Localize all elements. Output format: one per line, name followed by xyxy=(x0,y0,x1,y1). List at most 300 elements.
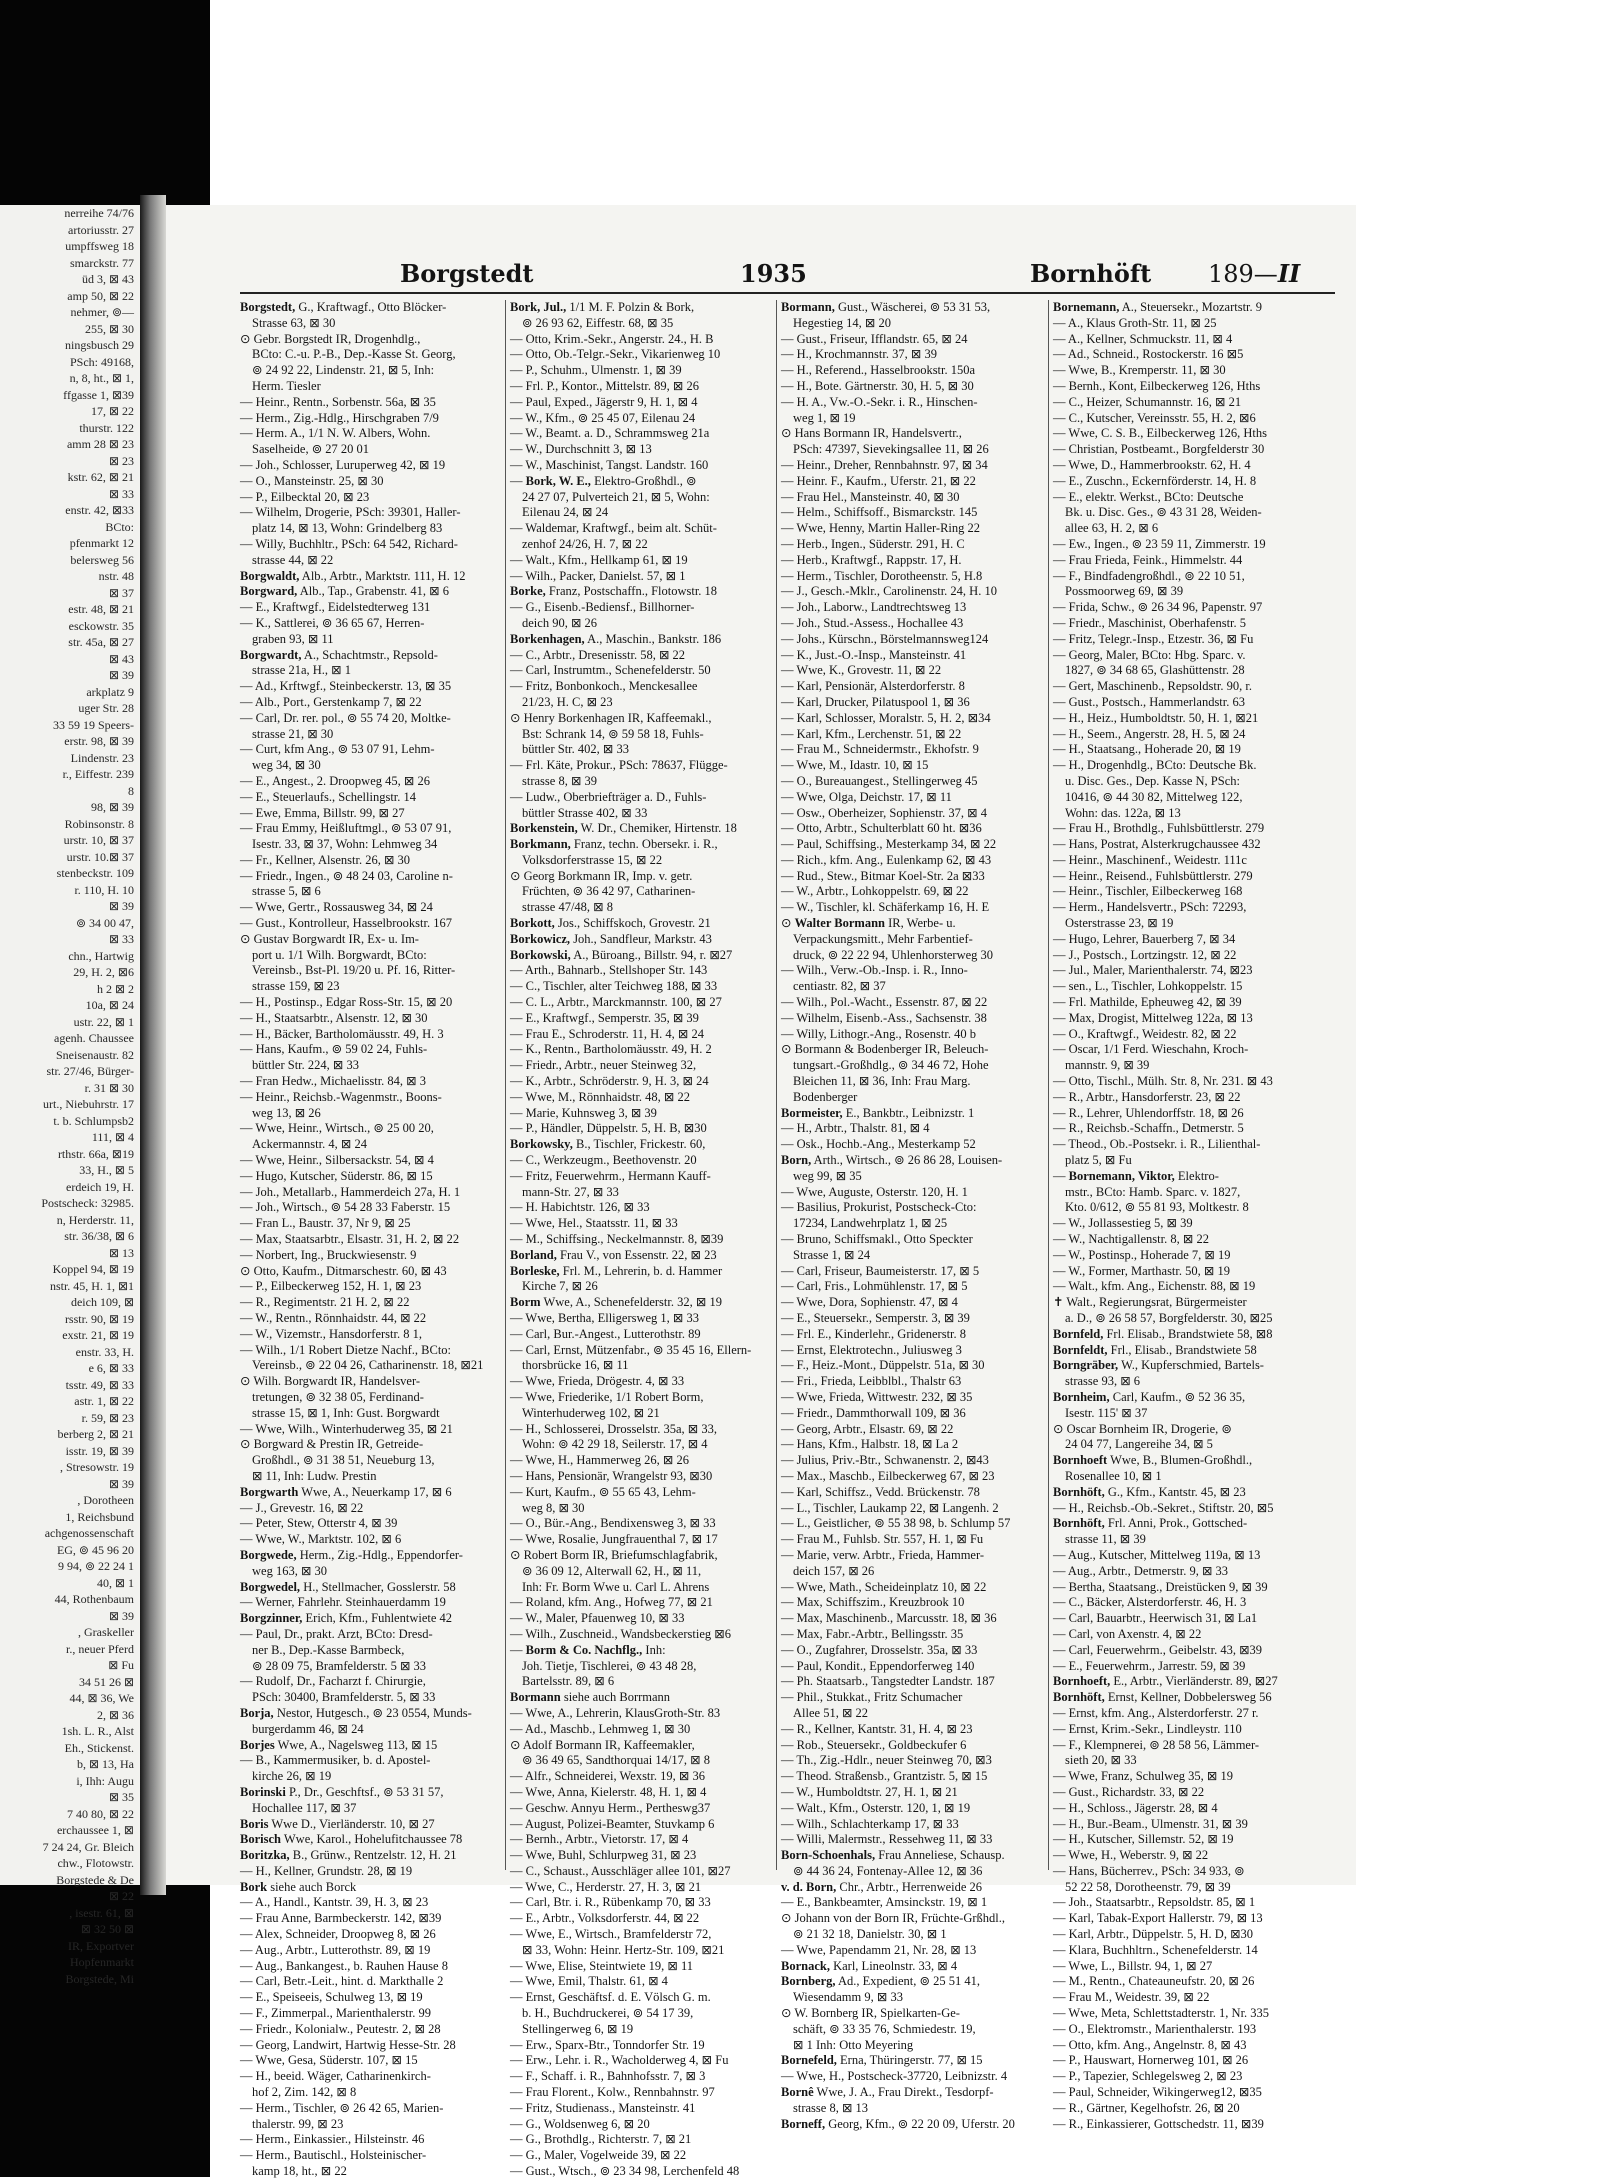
directory-entry: Borgwedel, H., Stellmacher, Gosslerstr. 58 xyxy=(240,1579,456,1594)
directory-entry: — Wwe, M., Idastr. 10, ⊠ 15 xyxy=(781,758,929,773)
previous-page-line: ⊚ 34 00 47, xyxy=(75,915,134,930)
directory-entry: — G., Woldsenweg 6, ⊠ 20 xyxy=(510,2116,650,2131)
directory-entry: Wohn: ⊚ 42 29 18, Seilerstr. 17, ⊠ 4 xyxy=(522,1437,708,1452)
previous-page-line: exstr. 21, ⊠ 19 xyxy=(62,1328,134,1342)
directory-entry: weg 13, ⊠ 26 xyxy=(252,1105,321,1120)
previous-page-line: uger Str. 28 xyxy=(78,701,134,715)
directory-entry: Bormann siehe auch Borrmann xyxy=(510,1690,671,1705)
previous-page-line: EG, ⊚ 45 96 20 xyxy=(56,1542,134,1557)
directory-entry: — K., Rentn., Bartholomäusstr. 49, H. 2 xyxy=(510,1042,712,1057)
directory-entry: — Wwe, Frieda, Drögestr. 4, ⊠ 33 xyxy=(510,1374,685,1389)
directory-entry: — R., Einkassierer, Gottschedstr. 11, ⊠39 xyxy=(1053,2116,1264,2131)
directory-entry: — O., Mansteinstr. 25, ⊠ 30 xyxy=(240,473,384,488)
directory-entry: — H., Schlosserei, Drosselstr. 35a, ⊠ 33, xyxy=(510,1421,717,1436)
previous-page-line: 40, ⊠ 1 xyxy=(96,1575,134,1590)
directory-entry: — Willi, Malermstr., Ressehweg 11, ⊠ 33 xyxy=(781,1832,993,1847)
directory-entry: Borjes Wwe, A., Nagelsweg 113, ⊠ 15 xyxy=(240,1737,438,1752)
previous-page-line: esckowstr. 35 xyxy=(68,618,134,633)
directory-entry: Früchten, ⊚ 36 42 97, Catharinen- xyxy=(522,884,696,899)
directory-entry: — Ewe, Emma, Billstr. 99, ⊠ 27 xyxy=(240,805,405,820)
directory-entry: büttler Strasse 402, ⊠ 33 xyxy=(522,805,648,820)
previous-page-line: 111, ⊠ 4 xyxy=(91,1130,134,1144)
directory-entry: Joh. Tietje, Tischlerei, ⊚ 43 48 28, xyxy=(522,1658,697,1673)
directory-entry: — M., Schiffsing., Neckelmannstr. 8, ⊠39 xyxy=(510,1232,724,1247)
directory-entry: strasse 93, ⊠ 6 xyxy=(1065,1374,1141,1389)
directory-entry: Großhdl., ⊚ 31 38 51, Neueburg 13, xyxy=(252,1453,435,1468)
directory-entry: — Roland, kfm. Ang., Hofweg 77, ⊠ 21 xyxy=(510,1595,713,1610)
directory-entry: — Wwe, Meta, Schlettstadterstr. 1, Nr. 335 xyxy=(1053,2006,1270,2021)
directory-entry: — Phil., Stukkat., Fritz Schumacher xyxy=(781,1690,963,1705)
directory-entry: — Wwe, H., Hammerweg 26, ⊠ 26 xyxy=(510,1453,689,1468)
directory-entry: — C., Bäcker, Alsterdorferstr. 46, H. 3 xyxy=(1053,1595,1247,1610)
directory-entry: — J., Postsch., Lortzingstr. 12, ⊠ 22 xyxy=(1053,947,1237,962)
page-header xyxy=(240,255,1340,295)
directory-entry: — Wwe, W., Marktstr. 102, ⊠ 6 xyxy=(240,1532,402,1547)
directory-entry: — F., Klempnerei, ⊚ 28 58 56, Lämmer- xyxy=(1053,1737,1260,1752)
previous-page-line: tsstr. 49, ⊠ 33 xyxy=(65,1377,134,1392)
directory-entry: — W., Vizemstr., Hansdorferstr. 8 1, xyxy=(240,1326,422,1341)
directory-entry: ⊙ Georg Borkmann IR, Imp. v. getr. xyxy=(510,868,693,883)
directory-entry: mann-Str. 27, ⊠ 33 xyxy=(522,1184,619,1199)
directory-entry: — H., Bur.-Beam., Ulmenstr. 31, ⊠ 39 xyxy=(1053,1816,1248,1831)
directory-entry: — Wwe, Hel., Staatsstr. 11, ⊠ 33 xyxy=(510,1216,678,1231)
previous-page-line: , Graskeller xyxy=(78,1625,134,1639)
directory-entry: — Bernh., Kont, Eilbeckerweg 126, Hths xyxy=(1053,378,1261,393)
directory-entry: — R., Lehrer, Uhlendorffstr. 18, ⊠ 26 xyxy=(1053,1105,1244,1120)
directory-entry: thorsbrücke 16, ⊠ 11 xyxy=(522,1358,629,1373)
directory-entry: — Frau H., Brothdlg., Fuhlsbüttlerstr. 279 xyxy=(1053,821,1265,836)
directory-entry: Born-Schoenhals, Frau Anneliese, Schausp. xyxy=(781,1848,1005,1863)
previous-page-line: 98, ⊠ 39 xyxy=(90,800,134,814)
directory-entry: 24 27 07, Pulverteich 21, ⊠ 5, Wohn: xyxy=(522,489,710,504)
directory-entry: — Bork, W. E., Elektro-Großhdl., ⊚ xyxy=(510,473,697,488)
directory-entry: — E., Zuschn., Eckernförderstr. 14, H. 8 xyxy=(1053,473,1257,488)
directory-entry: Born, Arth., Wirtsch., ⊚ 26 86 28, Louisen- xyxy=(781,1153,1003,1168)
directory-entry: — Wwe, H., Weberstr. 9, ⊠ 22 xyxy=(1053,1848,1209,1863)
directory-entry: ⊙ W. Bornberg IR, Spielkarten-Ge- xyxy=(781,2006,960,2021)
directory-entry: — E., elektr. Werkst., BCto: Deutsche xyxy=(1053,489,1244,504)
directory-entry: ⊚ 36 09 12, Alterwall 62, H., ⊠ 11, xyxy=(522,1563,702,1578)
previous-page-line: achgenossenschaft xyxy=(44,1526,134,1540)
directory-entry: Bornemann, A., Steuersekr., Mozartstr. 9 xyxy=(1053,300,1263,314)
directory-entry: — R., Regimentstr. 21 H. 2, ⊠ 22 xyxy=(240,1295,410,1310)
directory-entry: — Joh., Staatsarbtr., Repsoldstr. 85, ⊠ 1 xyxy=(1053,1895,1256,1910)
page-number: 189—II xyxy=(1208,259,1301,288)
directory-entry: — O., Elektromstr., Marienthalerstr. 193 xyxy=(1053,2021,1257,2036)
directory-entry: Eilenau 24, ⊠ 24 xyxy=(522,505,609,520)
directory-entry: — Gust., Postsch., Hammerlandstr. 63 xyxy=(1053,694,1246,709)
previous-page-line: e 6, ⊠ 33 xyxy=(88,1361,134,1375)
directory-entry: Herm. Tiesler xyxy=(252,378,321,393)
directory-entry: — Alex, Schneider, Droopweg 8, ⊠ 26 xyxy=(240,1927,436,1942)
directory-entry: Borland, Frau V., von Essenstr. 22, ⊠ 23 xyxy=(510,1247,717,1262)
directory-entry: Bornack, Karl, Lineolnstr. 33, ⊠ 4 xyxy=(781,1958,958,1973)
directory-entry: ⊙ Gustav Borgwardt IR, Ex- u. Im- xyxy=(240,931,419,946)
directory-entry: — Wwe, M., Rönnhaidstr. 48, ⊠ 22 xyxy=(510,1089,691,1104)
previous-page-line: ⊠ 37 xyxy=(108,585,134,600)
previous-page-line: 44, ⊠ 36, We xyxy=(69,1691,134,1705)
directory-entry: — Hugo, Kutscher, Süderstr. 86, ⊠ 15 xyxy=(240,1168,433,1183)
previous-page-line: 17, ⊠ 22 xyxy=(90,404,134,418)
directory-entry: b. H., Buchdruckerei, ⊚ 54 17 39, xyxy=(522,2006,694,2021)
directory-entry: Bartelsstr. 89, ⊠ 6 xyxy=(522,1674,615,1689)
directory-entry: Borkowski, A., Büroang., Billstr. 94, r. ⊠27 xyxy=(510,947,733,962)
directory-entry: — W., Nachtigallenstr. 8, ⊠ 22 xyxy=(1053,1232,1209,1247)
directory-entry: — H., Staatsarbtr., Alsenstr. 12, ⊠ 30 xyxy=(240,1010,428,1025)
directory-entry: — Frl. E., Kinderlehr., Gridenerstr. 8 xyxy=(781,1326,967,1341)
directory-entry: — Frau Anne, Barmbeckerstr. 142, ⊠39 xyxy=(240,1911,442,1926)
directory-entry: Borisch Wwe, Karol., Hohelufitchaussee 78 xyxy=(240,1832,463,1847)
directory-entry: — Basilius, Prokurist, Postscheck-Cto: xyxy=(781,1200,977,1215)
directory-entry: — Herb., Kraftwgf., Rappstr. 17, H. xyxy=(781,552,962,567)
previous-page-line: Robinsonstr. 8 xyxy=(64,816,134,831)
directory-entry: — Paul, Kondit., Eppendorferweg 140 xyxy=(781,1658,975,1673)
directory-column-3 xyxy=(781,300,1043,2131)
previous-page-line: ⊠ 33 xyxy=(108,932,134,946)
previous-page-line: urstr. 10, ⊠ 37 xyxy=(63,833,134,847)
directory-entry: kamp 18, ht., ⊠ 22 xyxy=(252,2164,347,2179)
directory-entry: ⊚ 44 36 24, Fontenay-Allee 12, ⊠ 36 xyxy=(793,1863,983,1878)
previous-page-line: chw., Flotowstr. xyxy=(57,1856,134,1870)
directory-entry: — Christian, Postbeamt., Borgfelderstr 30 xyxy=(1053,442,1265,457)
directory-entry: — Frl. P., Kontor., Mittelstr. 89, ⊠ 26 xyxy=(510,378,699,393)
directory-entry: kirche 26, ⊠ 19 xyxy=(252,1769,332,1784)
previous-page-line: smarckstr. 77 xyxy=(70,255,134,270)
directory-entry: Bormeister, E., Bankbtr., Leibnizstr. 1 xyxy=(781,1105,975,1120)
directory-entry: — Erw., Sparx-Btr., Tonndorfer Str. 19 xyxy=(510,2037,705,2052)
directory-column-2 xyxy=(510,300,772,2179)
directory-entry: Bk. u. Disc. Ges., ⊚ 43 31 28, Weiden- xyxy=(1065,505,1262,520)
directory-entry: — Fran Hedw., Michaelisstr. 84, ⊠ 3 xyxy=(240,1074,427,1089)
directory-entry: — E., Feuerwehrm., Jarrestr. 59, ⊠ 39 xyxy=(1053,1658,1246,1673)
directory-entry: — C., Heizer, Schumannstr. 16, ⊠ 21 xyxy=(1053,394,1242,409)
previous-page-line: rthstr. 66a, ⊠19 xyxy=(57,1146,134,1161)
directory-entry: — H. A., Vw.-O.-Sekr. i. R., Hinschen- xyxy=(781,394,978,409)
previous-page-line: enstr. 42, ⊠33 xyxy=(65,503,134,517)
directory-entry: — Joh., Laborw., Landtrechtsweg 13 xyxy=(781,600,967,615)
directory-entry: — C., Arbtr., Dresenisstr. 58, ⊠ 22 xyxy=(510,647,686,662)
directory-entry: — Peter, Stew, Otterstr 4, ⊠ 39 xyxy=(240,1516,398,1531)
directory-entry: ⊙ Borgward & Prestin IR, Getreide- xyxy=(240,1437,424,1452)
directory-entry: — Friedr., Ingen., ⊚ 48 24 03, Caroline n- xyxy=(240,868,453,883)
previous-page-line: umpffsweg 18 xyxy=(65,239,134,253)
directory-entry: — Carl, Feuerwehrm., Geibelstr. 43, ⊠39 xyxy=(1053,1642,1263,1657)
directory-entry: — Frida, Schw., ⊚ 26 34 96, Papenstr. 97 xyxy=(1053,600,1263,615)
previous-page-line: Lindenstr. 23 xyxy=(70,750,134,765)
directory-entry: — H., Reichsb.-Ob.-Sekret., Stiftstr. 20, ⊠5 xyxy=(1053,1500,1274,1515)
directory-entry: Bormann, Gust., Wäscherei, ⊚ 53 31 53, xyxy=(781,300,991,314)
directory-entry: — Wwe, H., Postscheck-37720, Leibnizstr. 4 xyxy=(781,2069,1008,2084)
directory-entry: Bst: Schrank 14, ⊚ 59 58 18, Fuhls- xyxy=(522,726,704,741)
directory-entry: — Gust., Kontrolleur, Hasselbrookstr. 167 xyxy=(240,916,452,931)
directory-entry: Inh: Fr. Borm Wwe u. Carl L. Ahrens xyxy=(522,1579,710,1594)
directory-entry: — H., Bäcker, Bartholomäusstr. 49, H. 3 xyxy=(240,1026,444,1041)
directory-entry: — Karl, Schiffsz., Vedd. Brückenstr. 78 xyxy=(781,1484,980,1499)
directory-entry: — H., beeid. Wäger, Catharinenkirch- xyxy=(240,2069,431,2084)
directory-entry: — Ludw., Oberbriefträger a. D., Fuhls- xyxy=(510,789,707,804)
directory-entry: — H., Postinsp., Edgar Ross-Str. 15, ⊠ 20 xyxy=(240,995,453,1010)
previous-page-line: ustr. 22, ⊠ 1 xyxy=(73,1014,134,1029)
directory-entry: — Marie, verw. Arbtr., Frieda, Hammer- xyxy=(781,1547,985,1562)
directory-entry: — Friedr., Dammthorwall 109, ⊠ 36 xyxy=(781,1405,966,1420)
directory-entry: — E., Steuerlaufs., Schellingstr. 14 xyxy=(240,789,417,804)
directory-entry: Boris Wwe D., Vierländerstr. 10, ⊠ 27 xyxy=(240,1816,435,1831)
previous-page-line: 44, Rothenbaum xyxy=(54,1592,134,1606)
directory-entry: — Wwe, Gesa, Süderstr. 107, ⊠ 15 xyxy=(240,2053,418,2068)
previous-page-line: str. 45a, ⊠ 27 xyxy=(68,635,134,649)
header-left-keyword: Borgstedt xyxy=(400,259,534,288)
directory-entry: — Rudolf, Dr., Facharzt f. Chirurgie, xyxy=(240,1674,426,1689)
previous-page-line: Hopfenmarkt xyxy=(70,1955,134,1969)
directory-entry: — E., Kraftwgf., Eidelstedterweg 131 xyxy=(240,600,431,615)
directory-entry: strasse 21a, H., ⊠ 1 xyxy=(252,663,351,678)
directory-entry: — Otto, Tischl., Mülh. Str. 8, Nr. 231. ⊠ 43 xyxy=(1053,1074,1273,1089)
previous-page-line: enstr. 33, H. xyxy=(75,1344,134,1359)
directory-entry: — Frau Florent., Kolw., Rennbahnstr. 97 xyxy=(510,2085,715,2100)
previous-page-line: ⊠ 23 xyxy=(108,453,134,468)
directory-entry: — Carl, Instrumtm., Schenefelderstr. 50 xyxy=(510,663,711,678)
directory-entry: — O., Kraftwgf., Weidestr. 82, ⊠ 22 xyxy=(1053,1026,1237,1041)
directory-entry: — Walt., Kfm., Hellkamp 61, ⊠ 19 xyxy=(510,552,688,567)
directory-entry: Borja, Nestor, Hutgesch., ⊚ 23 0554, Munds- xyxy=(240,1705,472,1720)
previous-page-line: ⊠ 39 xyxy=(108,1476,134,1491)
previous-page-line: 1sh. L. R., Alst xyxy=(61,1724,134,1738)
directory-entry: ⊙ Gebr. Borgstedt IR, Drogenhdlg., xyxy=(240,331,421,346)
directory-entry: — Wilh., 1/1 Robert Dietze Nachf., BCto: xyxy=(240,1342,452,1357)
directory-entry: — Heinr., Maschinenf., Weidestr. 111c xyxy=(1053,852,1247,867)
directory-entry: — M., Rentn., Chateauneufstr. 20, ⊠ 26 xyxy=(1053,1974,1255,1989)
directory-entry: ⊠ 1 Inh: Otto Meyering xyxy=(793,2037,914,2052)
directory-entry: 17234, Landwehrplatz 1, ⊠ 25 xyxy=(793,1216,948,1231)
directory-entry: Isestr. 33, ⊠ 37, Wohn: Lehmweg 34 xyxy=(252,837,438,852)
directory-entry: — Gert, Maschinenb., Repsoldstr. 90, r. xyxy=(1053,679,1252,694)
previous-page-line: 33, H., ⊠ 5 xyxy=(79,1163,134,1177)
directory-entry: — F., Schaff. i. R., Bahnhofsstr. 7, ⊠ 3 xyxy=(510,2069,706,2084)
previous-page-line: erdeich 19, H. xyxy=(66,1179,134,1194)
directory-entry: — Paul, Exped., Jägerstr 9, H. 1, ⊠ 4 xyxy=(510,394,698,409)
directory-entry: ⊚ 26 93 62, Eiffestr. 68, ⊠ 35 xyxy=(522,315,674,330)
previous-page-line: r. 59, ⊠ 23 xyxy=(81,1410,134,1425)
previous-page-line: Borgstede, Mi xyxy=(65,1971,134,1986)
previous-page-line: nerreihe 74/76 xyxy=(64,206,134,220)
directory-entry: — W., Rentn., Rönnhaidstr. 44, ⊠ 22 xyxy=(240,1311,427,1325)
directory-entry: — L., Tischler, Laukamp 22, ⊠ Langenh. 2 xyxy=(781,1500,999,1515)
directory-entry: — Bernh., Arbtr., Vietorstr. 17, ⊠ 4 xyxy=(510,1832,689,1847)
directory-entry: — Fri., Frieda, Leibblbl., Thalstr 63 xyxy=(781,1374,962,1389)
directory-entry: — Wwe, D., Hammerbrookstr. 62, H. 4 xyxy=(1053,457,1251,472)
previous-page-line: ⊠ Fu xyxy=(108,1658,134,1672)
directory-entry: — Fritz, Feuerwehrm., Hermann Kauff- xyxy=(510,1168,711,1183)
directory-entry: zenhof 24/26, H. 7, ⊠ 22 xyxy=(522,536,648,551)
directory-entry: — Ernst, Elektrotechn., Juliusweg 3 xyxy=(781,1342,962,1357)
directory-entry: — Frau Emmy, Heißluftmgl., ⊚ 53 07 91, xyxy=(240,821,452,836)
previous-page-line: amp 50, ⊠ 22 xyxy=(67,288,134,303)
directory-entry: strasse 8, ⊠ 39 xyxy=(522,773,598,788)
directory-entry: Stellingerweg 6, ⊠ 19 xyxy=(522,2021,634,2036)
directory-entry: — H., Kellner, Grundstr. 28, ⊠ 19 xyxy=(240,1863,413,1878)
directory-entry: — Hans, Postrat, Alsterkrugchaussee 432 xyxy=(1053,837,1261,852)
directory-entry: — B., Kammermusiker, b. d. Apostel- xyxy=(240,1753,431,1768)
previous-page-line: urstr. 10.⊠ 37 xyxy=(66,849,134,864)
directory-entry: deich 157, ⊠ 26 xyxy=(793,1563,875,1578)
directory-entry: Bornberg, Ad., Expedient, ⊚ 25 51 41, xyxy=(781,1974,981,1989)
directory-entry: burgerdamm 46, ⊠ 24 xyxy=(252,1721,364,1736)
directory-entry: — A., Handl., Kantstr. 39, H. 3, ⊠ 23 xyxy=(240,1895,429,1910)
directory-entry: — Ernst, Geschäftsf. d. E. Völsch G. m. xyxy=(510,1990,711,2005)
directory-entry: 21/23, H. C, ⊠ 23 xyxy=(522,694,613,709)
directory-entry: Bork, Jul., 1/1 M. F. Polzin & Bork, xyxy=(510,300,695,314)
directory-entry: — H., Drogenhdlg., BCto: Deutsche Bk. xyxy=(1053,758,1257,773)
directory-entry: — Frau M., Schneidermstr., Ekhofstr. 9 xyxy=(781,742,979,757)
previous-page-line: b, ⊠ 13, Ha xyxy=(76,1757,134,1771)
directory-entry: Wiesendamm 9, ⊠ 33 xyxy=(793,1990,903,2005)
directory-entry: — H., Arbtr., Thalstr. 81, ⊠ 4 xyxy=(781,1121,930,1136)
directory-entry: — Wwe, Elise, Steintwiete 19, ⊠ 11 xyxy=(510,1958,694,1973)
previous-page-line: stenbeckstr. 109 xyxy=(56,866,134,880)
directory-entry: — C., Werkzeugm., Beethovenstr. 20 xyxy=(510,1153,697,1168)
directory-entry: — Wwe, C., Herderstr. 27, H. 3, ⊠ 21 xyxy=(510,1879,702,1894)
directory-entry: Borkenstein, W. Dr., Chemiker, Hirtenstr. 18 xyxy=(510,821,737,836)
directory-entry: Osterstrasse 23, ⊠ 19 xyxy=(1065,916,1174,931)
directory-entry: — Georg, Arbtr., Elsastr. 69, ⊠ 22 xyxy=(781,1421,954,1436)
directory-entry: — J., Gesch.-Mklr., Carolinenstr. 24, H. 10 xyxy=(781,584,997,599)
directory-entry: — P., Schuhm., Ulmenstr. 1, ⊠ 39 xyxy=(510,363,682,378)
directory-entry: — Karl, Tabak-Export Hallerstr. 79, ⊠ 13 xyxy=(1053,1911,1263,1926)
previous-page-line: 10a, ⊠ 24 xyxy=(85,998,134,1012)
directory-entry: a. D., ⊚ 26 58 57, Borgfelderstr. 30, ⊠25 xyxy=(1065,1311,1273,1325)
directory-entry: — W., Arbtr., Lohkoppelstr. 69, ⊠ 22 xyxy=(781,884,969,899)
previous-page-line: nstr. 45, H. 1, ⊠1 xyxy=(49,1278,134,1293)
directory-entry: — C., Kutscher, Vereinsstr. 55, H. 2, ⊠6 xyxy=(1053,410,1256,425)
directory-entry: — Willy, Lithogr.-Ang., Rosenstr. 40 b xyxy=(781,1026,976,1041)
directory-entry: weg 8, ⊠ 30 xyxy=(522,1500,585,1515)
directory-entry: PSch: 30400, Bramfelderstr. 5, ⊠ 33 xyxy=(252,1690,436,1705)
directory-entry: — R., Arbtr., Hansdorferstr. 23, ⊠ 22 xyxy=(1053,1089,1241,1104)
directory-entry: — H., Schloss., Jägerstr. 28, ⊠ 4 xyxy=(1053,1800,1218,1815)
directory-entry: — Klara, Buchhltrn., Schenefelderstr. 14 xyxy=(1053,1942,1258,1957)
directory-entry: strasse 47/48, ⊠ 8 xyxy=(522,900,614,915)
previous-page-line: urt., Niebuhrstr. 17 xyxy=(43,1097,134,1111)
directory-entry: Hegestieg 14, ⊠ 20 xyxy=(793,315,891,330)
previous-page-line: ningsbusch 29 xyxy=(65,338,134,352)
directory-entry: — Herm., Bautischl., Holsteinischer- xyxy=(240,2148,427,2163)
previous-page-line: 1, Reichsbund xyxy=(65,1509,134,1524)
directory-entry: — Frau E., Schroderstr. 11, H. 4, ⊠ 24 xyxy=(510,1026,705,1041)
directory-entry: ⊙ Otto, Kaufm., Ditmarschestr. 60, ⊠ 43 xyxy=(240,1263,447,1278)
previous-page-line: kstr. 62, ⊠ 21 xyxy=(67,470,134,484)
directory-entry: — H., Seem., Angerstr. 28, H. 5, ⊠ 24 xyxy=(1053,726,1246,741)
previous-page-line: pfenmarkt 12 xyxy=(69,536,134,550)
directory-entry: — Fritz, Telegr.-Insp., Etzestr. 36, ⊠ Fu xyxy=(1053,631,1254,646)
directory-entry: ✝ Walt., Regierungsrat, Bürgermeister xyxy=(1053,1295,1247,1310)
directory-entry: Bornfeld, Frl. Elisab., Brandstwiete 58, ⊠8 xyxy=(1053,1326,1273,1341)
directory-entry: — Wilh., Verw.-Ob.-Insp. i. R., Inno- xyxy=(781,963,968,978)
directory-entry: weg 163, ⊠ 30 xyxy=(252,1563,328,1578)
directory-column-1 xyxy=(240,300,502,2179)
directory-entry: Borm Wwe, A., Schenefelderstr. 32, ⊠ 19 xyxy=(510,1295,722,1310)
directory-entry: — H., Bote. Gärtnerstr. 30, H. 5, ⊠ 30 xyxy=(781,378,974,393)
directory-entry: — E., Arbtr., Volksdorferstr. 44, ⊠ 22 xyxy=(510,1911,700,1926)
directory-entry: — Fritz, Bonbonkoch., Menckesallee xyxy=(510,679,698,694)
directory-entry: — Wwe, Gertr., Rossausweg 34, ⊠ 24 xyxy=(240,900,433,915)
previous-page-line: üd 3, ⊠ 43 xyxy=(81,272,134,286)
directory-entry: — Wwe, E., Wirtsch., Bramfelderstr 72, xyxy=(510,1927,712,1942)
previous-page-line: ffgasse 1, ⊠39 xyxy=(63,387,134,402)
directory-entry: Vereinsb., ⊚ 22 04 26, Catharinenstr. 18, ⊠21 xyxy=(252,1358,484,1373)
previous-page-line: 2, ⊠ 36 xyxy=(96,1707,134,1722)
previous-page-line: chn., Hartwig xyxy=(68,948,134,963)
directory-entry: Bodenberger xyxy=(793,1089,858,1104)
directory-entry: — Rich., kfm. Ang., Eulenkamp 62, ⊠ 43 xyxy=(781,852,992,867)
directory-entry: — Walt., kfm. Ang., Eichenstr. 88, ⊠ 19 xyxy=(1053,1279,1256,1294)
directory-entry: — Wilh., Zuschneid., Wandsbeckerstieg ⊠6 xyxy=(510,1626,731,1641)
directory-entry: Borgwardt, A., Schachtmstr., Repsold- xyxy=(240,647,438,662)
directory-entry: — O., Bür.-Ang., Bendixensweg 3, ⊠ 33 xyxy=(510,1516,716,1531)
directory-entry: — Rud., Stew., Bitmar Koel-Str. 2a ⊠33 xyxy=(781,868,985,883)
directory-entry: — Joh., Wirtsch., ⊚ 54 28 33 Faberstr. 15 xyxy=(240,1200,451,1215)
directory-entry: — P., Eilbecktal 20, ⊠ 23 xyxy=(240,489,370,504)
directory-entry: strasse 11, ⊠ 39 xyxy=(1065,1532,1146,1547)
previous-page-line: , Dorotheen xyxy=(77,1493,134,1507)
directory-entry: Bork siehe auch Borck xyxy=(240,1879,357,1894)
directory-entry: Vereinsb., Bst-Pl. 19/20 u. Pf. 16, Ritter- xyxy=(252,963,456,978)
directory-entry: Bornhöft, Ernst, Kellner, Dobbelersweg 56 xyxy=(1053,1690,1272,1705)
directory-entry: — Wilhelm, Drogerie, PSch: 39301, Haller- xyxy=(240,505,461,520)
directory-entry: — Heinr., Reichsb.-Wagenmstr., Boons- xyxy=(240,1089,442,1104)
directory-entry: — H., Staatsang., Hoherade 20, ⊠ 19 xyxy=(1053,742,1241,757)
directory-entry: — Kurt, Kaufm., ⊚ 55 65 43, Lehm- xyxy=(510,1484,696,1499)
directory-entry: Strasse 63, ⊠ 30 xyxy=(252,315,336,330)
previous-page-line: r., neuer Pferd xyxy=(66,1641,134,1656)
previous-page-line: ⊠ 39 xyxy=(108,899,134,913)
directory-entry: — Norbert, Ing., Bruckwiesenstr. 9 xyxy=(240,1247,417,1262)
directory-entry: Kto. 0/612, ⊚ 55 81 93, Moltkestr. 8 xyxy=(1065,1200,1249,1215)
directory-entry: — Joh., Schlosser, Luruperweg 42, ⊠ 19 xyxy=(240,457,446,472)
directory-entry: Bornê Wwe, J. A., Frau Direkt., Tesdorpf- xyxy=(781,2085,994,2100)
directory-entry: Boritzka, B., Grünw., Rentzelstr. 12, H. 21 xyxy=(240,1848,457,1863)
directory-entry: — Geschw. Annyu Herm., Pertheswg37 xyxy=(510,1800,711,1815)
directory-entry: ⊙ Wilh. Borgwardt IR, Handelsver- xyxy=(240,1374,421,1389)
directory-entry: Borkmann, Franz, techn. Obersekr. i. R., xyxy=(510,837,718,852)
directory-entry: Saselheide, ⊚ 27 20 01 xyxy=(252,442,370,457)
previous-page-line: BCto: xyxy=(105,519,134,534)
directory-entry: ⊙ Oscar Bornheim IR, Drogerie, ⊚ xyxy=(1053,1421,1232,1436)
directory-entry: — H., Krochmannstr. 37, ⊠ 39 xyxy=(781,347,937,362)
directory-entry: — Werner, Fahrlehr. Steinhauerdamm 19 xyxy=(240,1595,446,1610)
directory-entry: — Wwe, Buhl, Schlurpweg 31, ⊠ 23 xyxy=(510,1848,697,1863)
directory-entry: — Heinr., Rentn., Sorbenstr. 56a, ⊠ 35 xyxy=(240,394,436,409)
directory-entry: — O., Bureauangest., Stellingerweg 45 xyxy=(781,773,978,788)
directory-entry: strasse 159, ⊠ 23 xyxy=(252,979,340,994)
directory-entry: — C., Tischler, alter Teichweg 188, ⊠ 33 xyxy=(510,979,718,994)
directory-entry: — Carl, Btr. i. R., Rübenkamp 70, ⊠ 33 xyxy=(510,1895,711,1910)
previous-page-line: ⊠ 22 xyxy=(108,1889,134,1903)
directory-entry: büttler Str. 224, ⊠ 33 xyxy=(252,1058,360,1073)
directory-entry: Allee 51, ⊠ 22 xyxy=(793,1705,869,1720)
directory-entry: — F., Zimmerpal., Marienthalerstr. 99 xyxy=(240,2006,431,2021)
previous-page-line: thurstr. 122 xyxy=(79,420,134,435)
directory-entry: — Carl, von Axenstr. 4, ⊠ 22 xyxy=(1053,1626,1202,1641)
directory-entry: ⊚ 21 32 18, Danielstr. 30, ⊠ 1 xyxy=(793,1927,947,1942)
directory-entry: — Hans, Kfm., Halbstr. 18, ⊠ La 2 xyxy=(781,1437,959,1452)
directory-entry: Borke, Franz, Postschaffn., Flotowstr. 18 xyxy=(510,584,718,599)
directory-entry: — Ew., Ingen., ⊚ 23 59 11, Zimmerstr. 19 xyxy=(1053,536,1266,551)
header-year: 1935 xyxy=(740,259,807,288)
directory-entry: — Wwe, Heinr., Wirtsch., ⊚ 25 00 20, xyxy=(240,1121,434,1136)
directory-entry: — Bornemann, Viktor, Elektro- xyxy=(1053,1168,1219,1183)
directory-entry: — Ad., Maschb., Lehmweg 1, ⊠ 30 xyxy=(510,1721,691,1736)
directory-entry: — Wwe, A., Lehrerin, KlausGroth-Str. 83 xyxy=(510,1705,721,1720)
